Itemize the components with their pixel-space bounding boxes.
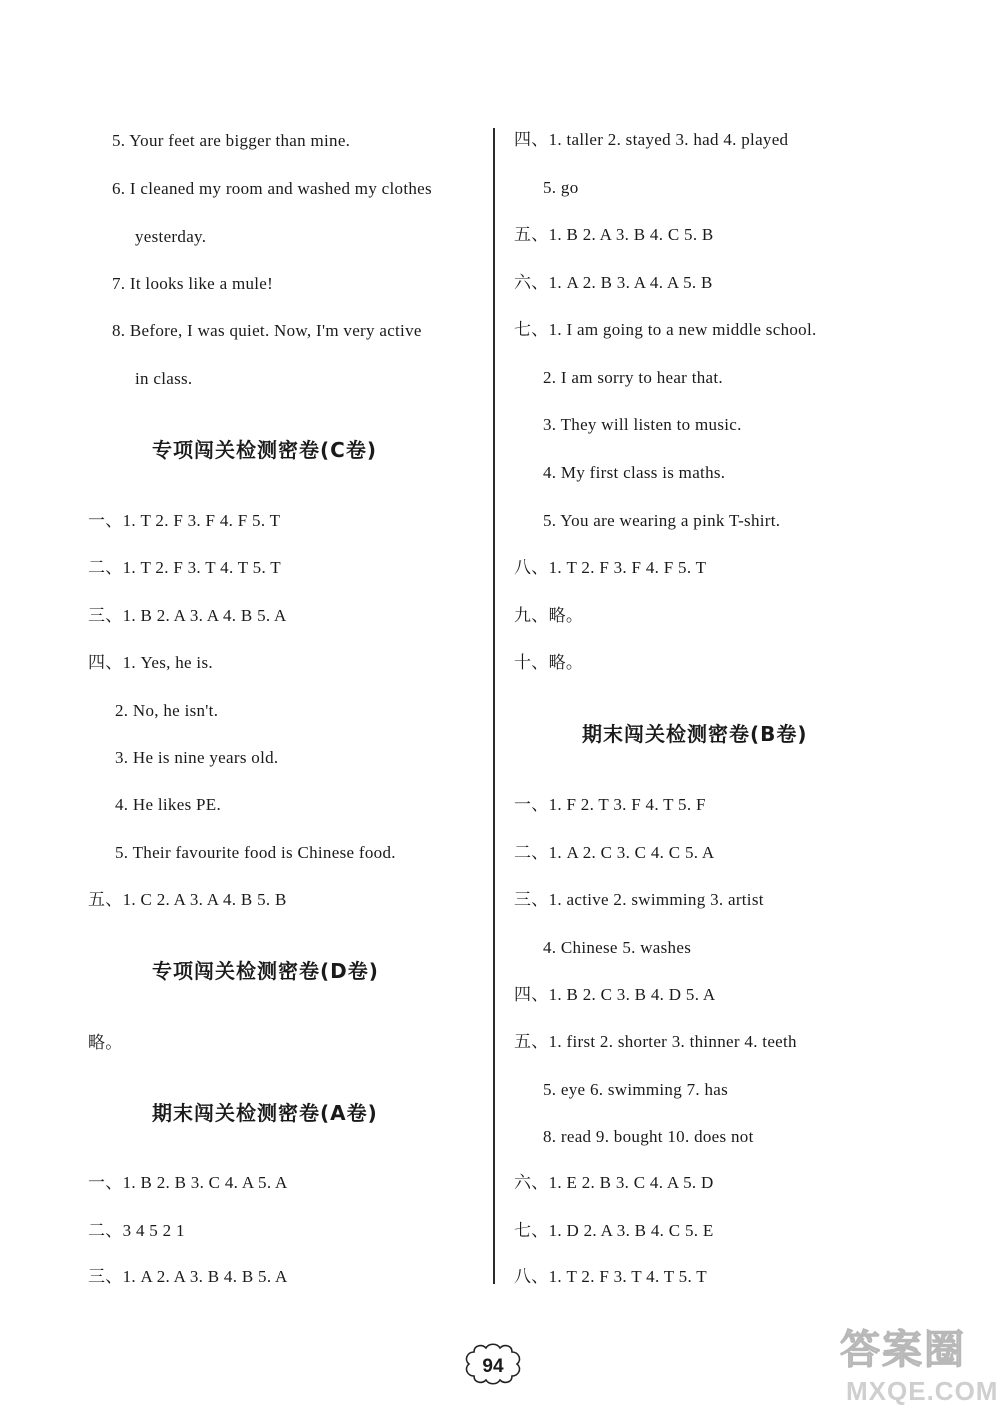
answer-line: 六、1. E 2. B 3. C 4. A 5. D: [514, 1173, 714, 1192]
answer-line: 一、1. T 2. F 3. F 4. F 5. T: [88, 511, 281, 530]
answer-line: 5. Their favourite food is Chinese food.: [115, 843, 396, 862]
answer-line: 七、1. I am going to a new middle school.: [514, 320, 817, 339]
page-number-text: 94: [482, 1356, 504, 1377]
answer-line: 八、1. T 2. F 3. T 4. T 5. T: [514, 1267, 707, 1286]
answer-line: 五、1. B 2. A 3. B 4. C 5. B: [514, 225, 714, 244]
answer-line: 2. No, he isn't.: [115, 701, 219, 720]
answer-line: 4. He likes PE.: [115, 795, 222, 814]
answer-line: 六、1. A 2. B 3. A 4. A 5. B: [514, 273, 713, 292]
answer-line: 五、1. first 2. shorter 3. thinner 4. teeth: [514, 1032, 797, 1051]
answer-line: 十、略。: [514, 653, 584, 672]
answer-line: 5. eye 6. swimming 7. has: [543, 1080, 729, 1099]
answer-line: 3. He is nine years old.: [115, 748, 279, 767]
answer-line: 八、1. T 2. F 3. F 4. F 5. T: [514, 558, 707, 577]
section-heading-c: 专项闯关检测密卷(C卷): [152, 438, 377, 462]
answer-line: 七、1. D 2. A 3. B 4. C 5. E: [514, 1221, 714, 1240]
answer-line: 6. I cleaned my room and washed my clothes: [112, 179, 432, 198]
answer-line: 5. go: [543, 178, 579, 197]
section-heading-b: 期末闯关检测密卷(B卷): [582, 722, 808, 746]
answer-line: 三、1. B 2. A 3. A 4. B 5. A: [88, 606, 287, 625]
answer-line: 四、1. taller 2. stayed 3. had 4. played: [514, 130, 789, 149]
answer-line: 二、1. T 2. F 3. T 4. T 5. T: [88, 558, 281, 577]
answer-line: 8. read 9. bought 10. does not: [543, 1127, 754, 1146]
answer-line: 二、1. A 2. C 3. C 4. C 5. A: [514, 843, 715, 862]
page-number: [460, 1342, 526, 1390]
answer-line: 四、1. Yes, he is.: [88, 653, 213, 672]
answer-line: 3. They will listen to music.: [543, 415, 742, 434]
answer-line: yesterday.: [135, 227, 207, 246]
watermark-url: MXQE.COM: [846, 1376, 999, 1406]
watermark-text: 答案圈: [840, 1327, 966, 1373]
answer-line: 三、1. A 2. A 3. B 4. B 5. A: [88, 1267, 288, 1286]
column-divider: [493, 128, 495, 1284]
answer-line: 一、1. B 2. B 3. C 4. A 5. A: [88, 1173, 288, 1192]
answer-line: 2. I am sorry to hear that.: [543, 368, 723, 387]
answer-line: 5. Your feet are bigger than mine.: [112, 131, 351, 150]
answer-line: 三、1. active 2. swimming 3. artist: [514, 890, 764, 909]
section-heading-d: 专项闯关检测密卷(D卷): [152, 959, 379, 983]
answer-line: 7. It looks like a mule!: [112, 274, 274, 293]
answer-line: 4. My first class is maths.: [543, 463, 726, 482]
answer-line: 4. Chinese 5. washes: [543, 938, 692, 957]
answer-line: 5. You are wearing a pink T-shirt.: [543, 511, 781, 530]
section-heading-a: 期末闯关检测密卷(A卷): [152, 1101, 378, 1125]
answer-line: 四、1. B 2. C 3. B 4. D 5. A: [514, 985, 716, 1004]
answer-line: 一、1. F 2. T 3. F 4. T 5. F: [514, 795, 706, 814]
watermark-logo: [840, 1318, 999, 1414]
answer-line: 略。: [88, 1033, 123, 1052]
answer-line: 五、1. C 2. A 3. A 4. B 5. B: [88, 890, 287, 909]
answer-line: 九、略。: [514, 606, 584, 625]
answer-line: in class.: [135, 369, 193, 388]
answer-line: 8. Before, I was quiet. Now, I'm very active: [112, 321, 422, 340]
answer-line: 二、3 4 5 2 1: [88, 1221, 185, 1240]
